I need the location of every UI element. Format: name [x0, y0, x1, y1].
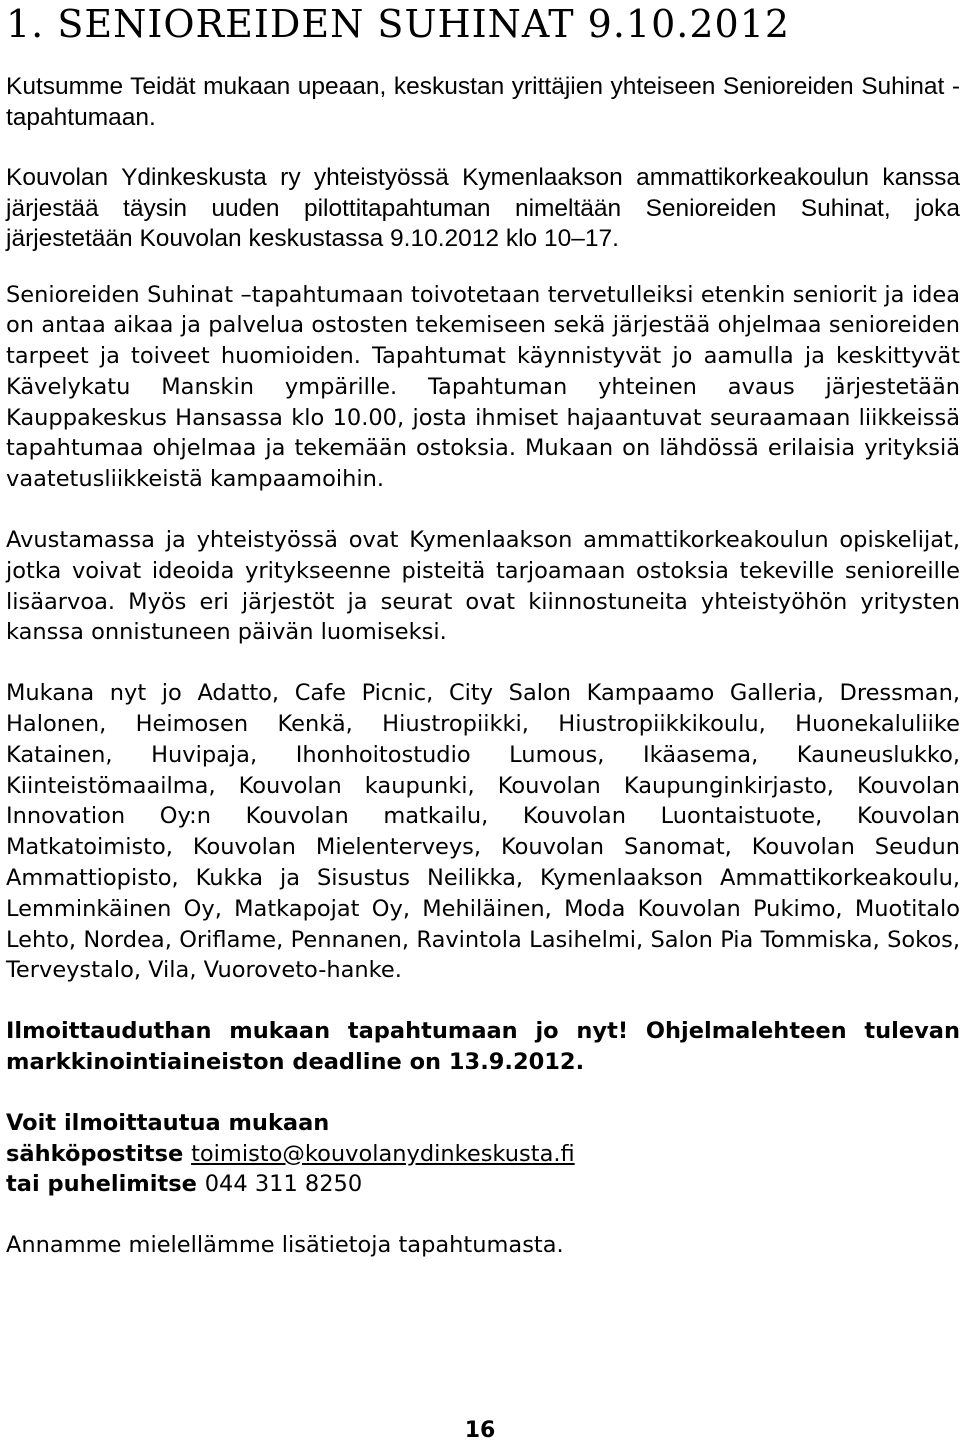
phone-number: 044 311 8250 [204, 1171, 363, 1198]
phone-label: tai puhelimitse [6, 1171, 205, 1198]
contact-phone-line [6, 1169, 960, 1200]
deadline-paragraph: Ilmoittauduthan mukaan tapahtumaan jo nyt! Ohjelmalehteen tulevan markkinointiaineiston deadline on 13.9.2012. [6, 1018, 960, 1076]
organizer-paragraph: Kouvolan Ydinkeskusta ry yhteistyössä Kymenlaakson ammattikorkeakoulun kanssa järjestää täysin uuden pilottitapahtuman nimeltään Senioreiden Suhinat, joka järjestetään Kouvolan keskustassa 9.10.2012 klo 10–17. [6, 164, 960, 252]
contact-email-line [6, 1139, 960, 1170]
email-label: sähköpostitse [6, 1140, 192, 1167]
closing-paragraph: Annamme mielellämme lisätietoja tapahtumasta. [6, 1232, 564, 1259]
participants-paragraph: Mukana nyt jo Adatto, Cafe Picnic, City Salon Kampaamo Galleria, Dressman, Halonen, Heimosen Kenkä, Hiustropiikki, Hiustropiikkikoulu, Huonekaluliike Katainen, Huvipaja, Ihonhoitostudio Lumous, Ikäasema, Kauneuslukko, Kiinteistömaailma, Kouvolan kaupunki, Kouvolan Kaupunginkirjasto, Kouvolan Innovation Oy:n Kouvolan matkailu, Kouvolan Luontaistuote, Kouvolan Matkatoimisto, Kouvolan Mielenterveys, Kouvolan Sanomat, Kouvolan Seudun Ammattiopisto, Kukka ja Sisustus Neilikka, Kymenlaakson Ammattikorkeakoulu, Lemminkäinen Oy, Matkapojat Oy, Mehiläinen, Moda Kouvolan Pukimo, Muotitalo Lehto, Nordea, Oriflame, Pennanen, Ravintola Lasihelmi, Salon Pia Tommiska, Sokos, Terveystalo, Vila, Vuoroveto-hanke. [6, 680, 960, 984]
page-title: 1. SENIOREIDEN SUHINAT 9.10.2012 [6, 2, 791, 46]
intro-paragraph: Kutsumme Teidät mukaan upeaan, keskustan yrittäjien yhteiseen Senioreiden Suhinat -tapahtumaan. [6, 73, 960, 131]
contact-intro: Voit ilmoittautua mukaan [6, 1109, 330, 1136]
contact-block [6, 1108, 960, 1200]
email-link[interactable]: toimisto@kouvolanydinkeskusta.fi [191, 1140, 575, 1167]
event-description-paragraph: Senioreiden Suhinat –tapahtumaan toivotetaan tervetulleiksi etenkin seniorit ja idea on antaa aikaa ja palvelua ostosten tekemiseen sekä järjestää ohjelmaa senioreiden tarpeet ja toiveet huomioiden. Tapahtumat käynnistyvät jo aamulla ja keskittyvät Kävelykatu Manskin ympärille. Tapahtuman yhteinen avaus järjestetään Kauppakeskus Hansassa klo 10.00, josta ihmiset hajaantuvat seuraamaan liikkeissä tapahtumaa ohjelmaa ja tekemään ostoksia. Mukaan on lähdössä erilaisia yrityksiä vaatetusliikkeistä kampaamoihin. [6, 281, 960, 493]
page-number: 16 [464, 1418, 496, 1443]
document-page [6, 0, 960, 1261]
collaboration-paragraph: Avustamassa ja yhteistyössä ovat Kymenlaakson ammattikorkeakoulun opiskelijat, jotka voivat ideoida yritykseenne pisteitä tarjoamaan ostoksia tekeville senioreille lisäarvoa. Myös eri järjestöt ja seurat ovat kiinnostuneita yhteistyöhön yritysten kanssa onnistuneen päivän luomiseksi. [6, 527, 960, 646]
